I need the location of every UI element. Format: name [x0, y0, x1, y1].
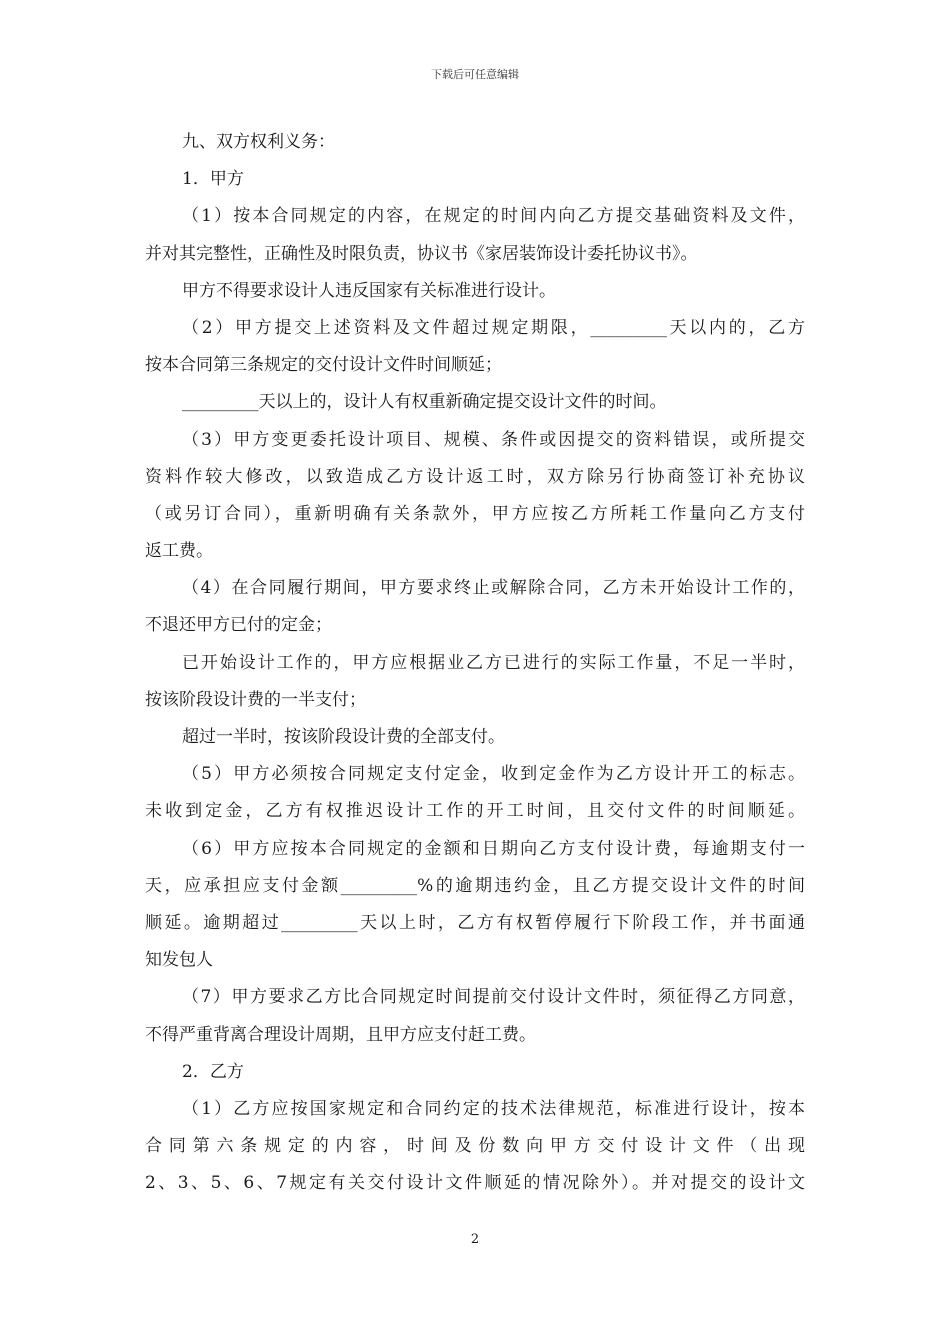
text-line: 不退还甲方已付的定金；	[145, 615, 332, 636]
text-line: _________天以上的，设计人有权重新确定提交设计文件的时间。	[182, 392, 667, 413]
text-line: （2）甲方提交上述资料及文件超过规定期限，_________天以内的，乙方	[182, 317, 805, 338]
text-line: 九、双方权利义务：	[182, 132, 335, 152]
text-line: 未收到定金，乙方有权推迟设计工作的开工时间，且交付文件的时间顺延。	[145, 801, 805, 822]
text-line: 按该阶段设计费的一半支付；	[145, 689, 366, 710]
text-line: 合同第六条规定的内容，时间及份数向甲方交付设计文件（出现	[145, 1136, 805, 1157]
text-line: 甲方不得要求设计人违反国家有关标准进行设计。	[182, 280, 556, 301]
text-line: 并对其完整性，正确性及时限负责，协议书《家居装饰设计委托协议书》。	[145, 243, 698, 264]
text-line: 返工费。	[145, 541, 213, 562]
text-line: 1．甲方	[182, 169, 244, 190]
page-header: 下载后可任意编辑	[431, 68, 519, 81]
text-line: （5）甲方必须按合同规定支付定金，收到定金作为乙方设计开工的标志。	[182, 764, 805, 785]
text-line: 2、3、5、6、7规定有关交付设计文件顺延的情况除外）。并对提交的设计文	[145, 1173, 805, 1194]
text-line: （或另订合同），重新明确有关条款外，甲方应按乙方所耗工作量向乙方支付	[145, 503, 805, 524]
text-line: （1）按本合同规定的内容，在规定的时间内向乙方提交基础资料及文件，	[182, 206, 805, 227]
page-number: 2	[470, 1232, 480, 1247]
text-line: 2．乙方	[182, 1061, 244, 1082]
text-line: （6）甲方应按本合同规定的金额和日期向乙方支付设计费，每逾期支付一	[182, 838, 805, 859]
text-line: 不得严重背离合理设计周期，且甲方应支付赶工费。	[145, 1024, 536, 1045]
text-line: （1）乙方应按国家规定和合同约定的技术法律规范，标准进行设计，按本	[182, 1098, 805, 1119]
text-line: （4）在合同履行期间，甲方要求终止或解除合同，乙方未开始设计工作的，	[182, 578, 805, 599]
text-line: 按本合同第三条规定的交付设计文件时间顺延；	[145, 355, 502, 376]
text-line: 已开始设计工作的，甲方应根据业乙方已进行的实际工作量，不足一半时，	[182, 652, 805, 673]
text-line: （7）甲方要求乙方比合同规定时间提前交付设计文件时，须征得乙方同意，	[182, 987, 805, 1008]
text-line: （3）甲方变更委托设计项目、规模、条件或因提交的资料错误，或所提交	[182, 429, 805, 450]
text-line: 天，应承担应支付金额_________%的逾期违约金，且乙方提交设计文件的时间	[145, 875, 805, 896]
text-line: 知发包人	[145, 950, 213, 971]
text-line: 顺延。逾期超过_________天以上时，乙方有权暂停履行下阶段工作，并书面通	[145, 912, 805, 933]
document-body	[145, 124, 805, 1202]
text-line: 资料作较大修改，以致造成乙方设计返工时，双方除另行协商签订补充协议	[145, 466, 805, 487]
text-line: 超过一半时，按该阶段设计费的全部支付。	[182, 727, 505, 747]
